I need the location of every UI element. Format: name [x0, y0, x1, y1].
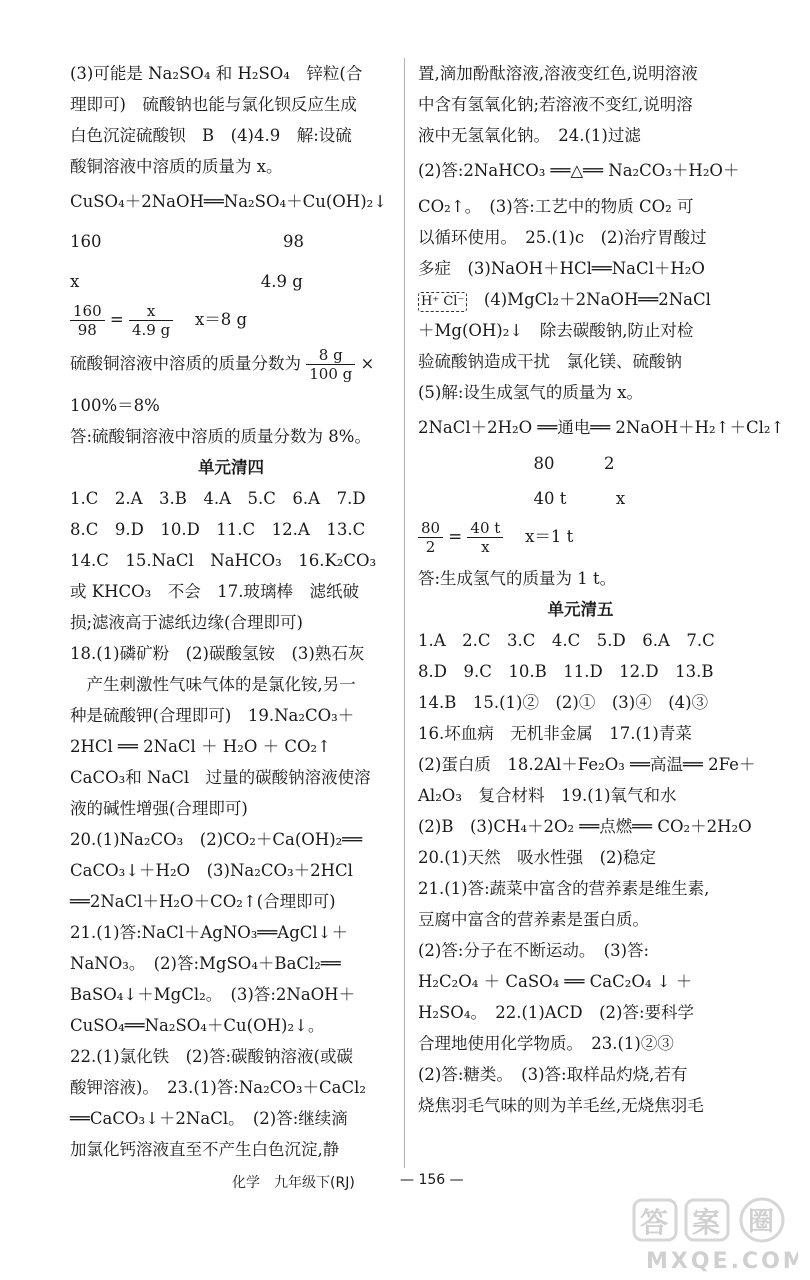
text-line: (3)可能是 Na₂SO₄ 和 H₂SO₄ 锌粒(合: [70, 64, 363, 83]
text-line: 置,滴加酚酞溶液,溶液变红色,说明溶液: [418, 64, 698, 83]
answer-line: 21.(1)答:NaCl＋AgNO₃══AgCl↓＋: [70, 923, 348, 942]
text-line: 理即可) 硫酸钠也能与氯化钡反应生成: [70, 95, 357, 114]
text-line: CO₂↑。 (3)答:工艺中的物质 CO₂ 可: [418, 197, 694, 216]
answer-line: 1.A 2.C 3.C 4.C 5.D 6.A 7.C: [418, 631, 715, 650]
answer-line: (2)蛋白质 18.2Al＋Fe₂O₃ ══高温══ 2Fe＋: [418, 755, 756, 774]
answer-line: 2HCl ══ 2NaCl ＋ H₂O ＋ CO₂↑: [70, 737, 331, 756]
fraction: $\frac{160}{98}$: [70, 302, 105, 339]
answer-line: (2)答:分子在不断运动。 (3)答:: [418, 941, 650, 960]
left-column: [70, 58, 392, 1165]
text-line: x 4.9 g: [70, 272, 303, 291]
svg-text:圈: 圈: [748, 1207, 775, 1237]
answer-line: ══CaCO₃↓＋2NaCl。 (2)答:继续滴: [70, 1109, 348, 1128]
fraction: $\frac{80}{2}$: [418, 519, 443, 556]
answer-line: H₂SO₄。 22.(1)ACD (2)答:要科学: [418, 1003, 695, 1022]
answer-line: 加氯化钙溶液直至不产生白色沉淀,静: [70, 1140, 340, 1159]
proportion-equation: $\frac{80}{2}$ = $\frac{40 t}{x}$ x＝1 t: [418, 519, 743, 563]
answer-line: 21.(1)答:蔬菜中富含的营养素是维生素,: [418, 879, 710, 898]
text-line: 酸铜溶液中溶质的质量为 x。: [70, 157, 283, 176]
answer-line: 液的碱性增强(合理即可): [70, 799, 248, 818]
section-heading: 单元清四: [198, 458, 264, 477]
answer-line: 豆腐中富含的营养素是蛋白质。: [418, 910, 649, 929]
ion-line: H⁺ Cl⁻ (4)MgCl₂＋2NaOH══2NaCl: [418, 284, 743, 315]
column-divider: [404, 58, 405, 1168]
equation-line: 多症 (3)NaOH＋HCl══NaCl＋H₂O: [418, 259, 705, 278]
answer-line: 22.(1)氯化铁 (2)答:碳酸钠溶液(或碳: [70, 1047, 353, 1066]
text-line: (5)解:设生成氢气的质量为 x。: [418, 383, 643, 402]
text-line: 以循环使用。 25.(1)c (2)治疗胃酸过: [418, 228, 707, 247]
answer-line: CuSO₄══Na₂SO₄＋Cu(OH)₂↓。: [70, 1016, 325, 1035]
answer-line: 损;滤液高于滤纸边缘(合理即可): [70, 613, 303, 632]
answer-line: 20.(1)Na₂CO₃ (2)CO₂＋Ca(OH)₂══: [70, 830, 363, 849]
right-column: [418, 58, 785, 1121]
answer-line: CaCO₃↓＋H₂O (3)Na₂CO₃＋2HCl: [70, 861, 353, 880]
answer-line: (2)B (3)CH₄＋2O₂ ══点燃══ CO₂＋2H₂O: [418, 817, 752, 836]
equation-line: (2)答:2NaHCO₃ ══△══ Na₂CO₃＋H₂O＋: [418, 161, 740, 180]
answer-line: 种是硫酸钾(合理即可) 19.Na₂CO₃＋: [70, 706, 355, 725]
ion-diagram: H⁺ Cl⁻: [418, 292, 467, 312]
svg-text:案: 案: [692, 1206, 721, 1239]
answer-line: 合理地使用化学物质。 23.(1)②③: [418, 1034, 674, 1053]
subject-label: 化学 九年级下(RJ): [232, 1175, 355, 1191]
text-line: 液中无氢氧化钠。 24.(1)过滤: [418, 126, 641, 145]
fraction: $\frac{40 t}{x}$: [467, 519, 503, 556]
answer-line: 8.D 9.C 10.B 11.D 12.D 13.B: [418, 662, 714, 681]
answer-line: 8.C 9.D 10.D 11.C 12.A 13.C: [70, 520, 366, 539]
answer-line: 20.(1)天然 吸水性强 (2)稳定: [418, 848, 656, 867]
answer-line: (2)答:糖类。 (3)答:取样品灼烧,若有: [418, 1065, 688, 1084]
text-line: 答:硫酸铜溶液中溶质的质量分数为 8%。: [70, 427, 371, 446]
answer-line: 14.C 15.NaCl NaHCO₃ 16.K₂CO₃: [70, 551, 377, 570]
text-line: 40 t x: [418, 489, 626, 508]
equation-line: CuSO₄＋2NaOH══Na₂SO₄＋Cu(OH)₂↓: [70, 192, 388, 211]
text-line: 100%＝8%: [70, 396, 160, 415]
answer-line: 烧焦羽毛气味的则为羊毛丝,无烧焦羽毛: [418, 1096, 704, 1115]
text-line: 中含有氢氧化钠;若溶液不变红,说明溶: [418, 95, 693, 114]
text-line: 80 2: [418, 454, 615, 473]
fraction: $\frac{8 g}{100 g}$: [306, 346, 355, 383]
watermark-logo: [628, 1196, 798, 1274]
answer-line: 14.B 15.(1)② (2)① (3)④ (4)③: [418, 693, 709, 712]
answer-line: 或 KHCO₃ 不会 17.玻璃棒 滤纸破: [70, 582, 359, 601]
answer-line: 产生刺激性气味气体的是氯化铵,另一: [70, 675, 356, 694]
answer-line: 16.坏血病 无机非金属 17.(1)青菜: [418, 724, 692, 743]
answer-line: H₂C₂O₄ ＋ CaSO₄ ══ CaC₂O₄ ↓ ＋: [418, 972, 693, 991]
text-line: 160 98: [70, 232, 304, 251]
proportion-equation: $\frac{160}{98}$ = $\frac{x}{4.9 g}$ x＝8 g: [70, 302, 392, 346]
answer-line: BaSO₄↓＋MgCl₂。 (3)答:2NaOH＋: [70, 985, 356, 1004]
answer-line: 酸钾溶液)。 23.(1)答:Na₂CO₃＋CaCl₂: [70, 1078, 366, 1097]
text-line: 答:生成氢气的质量为 1 t。: [418, 569, 617, 588]
svg-text:答: 答: [640, 1206, 669, 1239]
text-line: 验硫酸钠造成干扰 氯化镁、硫酸钠: [418, 352, 682, 371]
text-line: ＋Mg(OH)₂↓ 除去碳酸钠,防止对检: [418, 321, 694, 340]
answer-line: 18.(1)磷矿粉 (2)碳酸氢铵 (3)熟石灰: [70, 644, 365, 663]
answer-line: NaNO₃。 (2)答:MgSO₄＋BaCl₂══: [70, 954, 341, 973]
answer-line: ══2NaCl＋H₂O＋CO₂↑(合理即可): [70, 892, 336, 911]
section-heading: 单元清五: [547, 600, 614, 619]
answer-line: CaCO₃和 NaCl 过量的碳酸钠溶液使溶: [70, 768, 371, 787]
answer-line: Al₂O₃ 复合材料 19.(1)氧气和水: [418, 786, 677, 805]
svg-text:MXQE.COM: MXQE.COM: [646, 1249, 798, 1274]
answer-line: 1.C 2.A 3.B 4.A 5.C 6.A 7.D: [70, 489, 366, 508]
equation-line: 2NaCl＋2H₂O ══通电══ 2NaOH＋H₂↑＋Cl₂↑: [418, 418, 785, 437]
fraction: $\frac{x}{4.9 g}$: [129, 302, 173, 339]
mass-fraction-line: 硫酸铜溶液中溶质的质量分数为 $\frac{8 g}{100 g}$ ×: [70, 346, 375, 383]
text-line: 白色沉淀硫酸钡 B (4)4.9 解:设硫: [70, 126, 352, 145]
page-number: — 156 —: [400, 1172, 464, 1188]
